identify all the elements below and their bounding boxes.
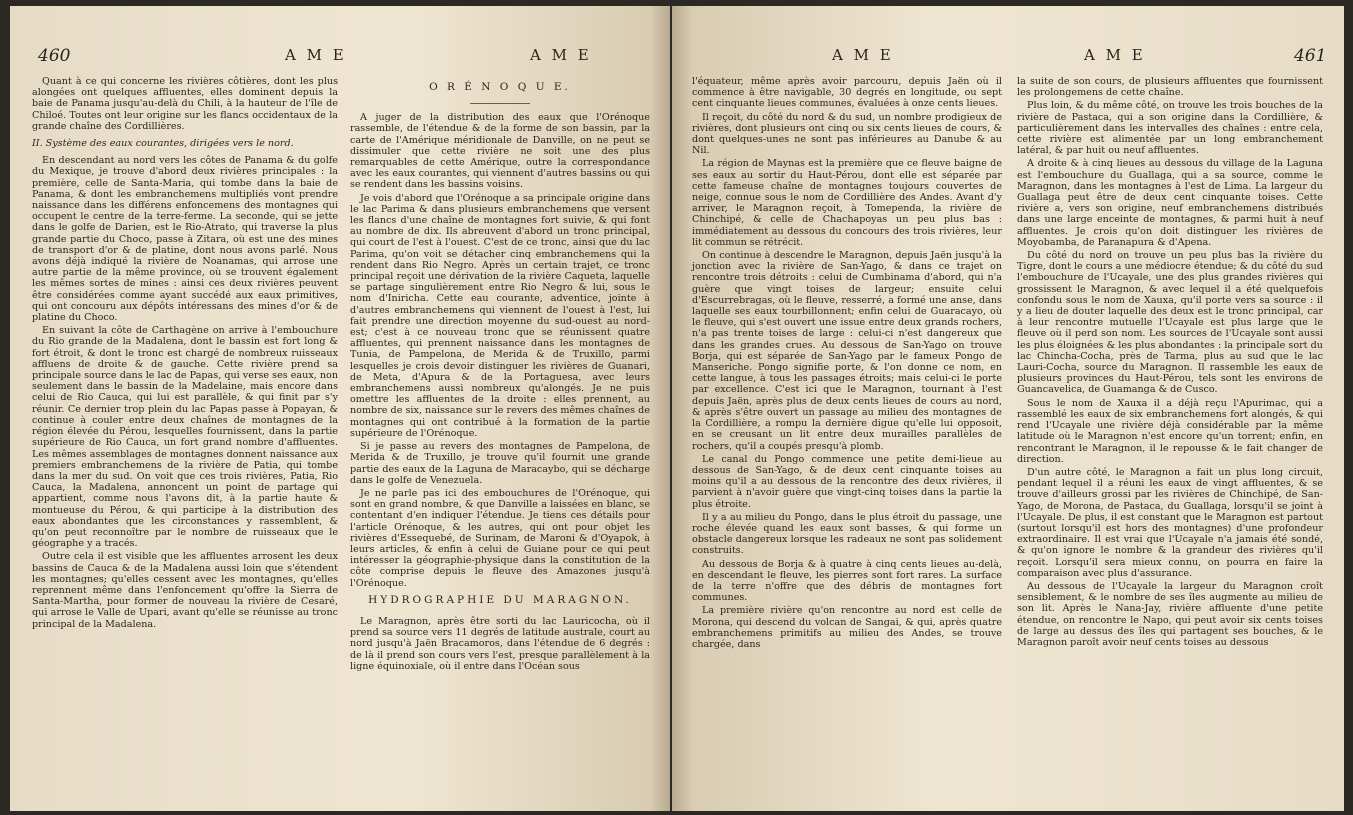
paragraph: Je vois d'abord que l'Orénoque a sa principale origine dans le lac Parima & dans plusieurs embranchemens que versent les flancs d'une chaîne de montagnes fort suivie, & qui font au nombre de dix. Ils abreuvent d'abord un tronc principal, qui court de l'est à l'ouest. C'est de ce tronc, ainsi que du lac Parima, qu'on voit se détacher cinq embranchemens qui la rendent dans Rio Negro. Après un certain trajet, ce tronc principal reçoit une dérivation de la rivière Caqueta, laquelle se partage singulièrement entre Rio Negro & lui, sous le nom d'Iniricha. Cette eau courante, adventice, jointe à d'autres embranchemens qui viennent de l'ouest à l'est, lui fait prendre une direction moyenne du sud-ouest au nord-est; c'est à ce nouveau tronc que se réunissent quatre affluentes, qui prennent naissance dans les montagnes de Tunia, de Pampelona, de Merida & de Truxillo, parmi lesquelles je crois devoir distinguer les rivières de Guanari, de Meta, d'Apura & de la Portaguesa, avec leurs embranchemens aussi nombreux qu'alongés. Je ne puis omettre les affluentes de la droite : elles prennent, au nombre de six, naissance sur le revers des mêmes chaînes de montagnes qui ont contribué à la formation de la partie supérieure de l'Orénoque. <box>350 192 650 439</box>
left-page-column-1 <box>32 76 338 632</box>
paragraph: On continue à descendre le Maragnon, depuis Jaën jusqu'à la jonction avec la rivière de San-Yago, & dans ce trajet on rencontre trois détroits : celui de Cumbinama d'abord, qui n'a guère que vingt toises de largeur; ensuite celui d'Escurrebragas, où le fleuve, resserré, a formé une anse, dans laquelle ses eaux tourbillonnent; enfin celui de Guaracayo, où le fleuve, qui s'est ouvert une issue entre deux grands rochers, n'a pas trente toises de large : celui-ci n'est dangereux que dans les grandes crues. Au dessous de San-Yago on trouve Borja, qui est séparée de San-Yago par le fameux Pongo de Manseriche. Pongo signifie porte, & l'on donne ce nom, en cette langue, à tous les passages étroits; mais celui-ci le porte par excellence. C'est ici que le Maragnon, tournant à l'est depuis Jaën, après plus de deux cents lieues de cours au nord, & après s'être ouvert un passage au milieu des montagnes de la Cordillière, a rompu la dernière digue qu'elle lui opposoit, en se creusant un lit entre deux murailles parallèles de rochers, qu'il a coupés presqu'à plomb. <box>692 250 1002 452</box>
paragraph: Au dessous de Borja & à quatre à cinq cents lieues au-delà, en descendant le fleuve, les pierres sont fort rares. La surface de la terre n'offre que des débris de montagnes fort communes. <box>692 558 1002 604</box>
paragraph: La première rivière qu'on rencontre au nord est celle de Morona, qui descend du volcan de Sangai, & qui, après quatre embranchemens primitifs au milieu des Andes, se trouve chargée, dans <box>692 605 1002 650</box>
paragraph: Au dessous de l'Ucayale la largeur du Maragnon croît sensiblement, & le nombre de ses îles augmente au milieu de son lit. Après le Nana-Jay, rivière affluente d'une petite étendue, on rencontre le Napo, qui peut avoir six cents toises de large au dessus des îles qui partagent ses bouches, & le Maragnon paroît avoir neuf cents toises au dessous <box>1017 580 1323 648</box>
paragraph: La région de Maynas est la première que ce fleuve baigne de ses eaux au sortir du Haut-Pérou, dont elle est séparée par cette fameuse chaîne de montagnes toujours couvertes de neige, connue sous le nom de Cordillière des Andes. Avant d'y arriver, le Maragnon reçoit, à Tomependa, la rivière de Chinchipé, & celle de Chachapoyas un peu plus bas : immédiatement au dessous du concours des trois rivières, leur lit commun se rétrécit. <box>692 158 1002 248</box>
paragraph: A juger de la distribution des eaux que l'Orénoque rassemble, de l'étendue & de la forme de son bassin, par la carte de l'Amérique méridionale de Danville, on ne peut se dissimuler que cette rivière ne soit une des plus remarquables de cette Amérique, outre la correspondance avec les eaux courantes, qui viennent d'autres bassins ou qui se rendent dans les bassins voisins. <box>350 112 650 191</box>
paragraph: Du côté du nord on trouve un peu plus bas la rivière du Tigre, dont le cours a une médiocre étendue; & du côté du sud l'embouchure de l'Ucayale, une des plus grandes rivières qui grossissent le Maragnon, & avec lequel il a été quelquefois confondu sous le nom de Xauxa, qu'il porte vers sa source : il y a lieu de douter laquelle des deux est le tronc principal, car à leur rencontre mutuelle l'Ucayale est plus large que le fleuve où il perd son nom. Les sources de l'Ucayale sont aussi les plus éloignées & les plus abondantes : la principale sort du lac Chincha-Cocha, près de Tarma, plus au sud que le lac Lauri-Cocha, source du Maragnon. Il rassemble les eaux de plusieurs provinces du Haut-Pérou, tels sont les environs de Guancavelica, de Guamanga & de Cusco. <box>1017 250 1323 396</box>
paragraph: Le canal du Pongo commence une petite demi-lieue au dessous de San-Yago, & de deux cent cinquante toises au moins qu'il a au dessous de la rencontre des deux rivières, il parvient à n'avoir guère que vingt-cinq toises dans la partie la plus étroite. <box>692 453 1002 510</box>
page-number-left: 460 <box>38 46 71 66</box>
paragraph: l'équateur, même après avoir parcouru, depuis Jaën où il commence à être navigable, 30 degrés en longitude, ou sept cent cinquante lieues communes, évaluées à onze cents lieues. <box>692 76 1002 110</box>
right-page-column-2 <box>1017 76 1323 650</box>
running-head-right-col2: A M E <box>1084 46 1146 64</box>
running-head-left-col1: A M E <box>285 46 347 64</box>
paragraph: Il y a au milieu du Pongo, dans le plus étroit du passage, une roche élevée quand les eaux sont basses, & qui forme un obstacle dangereux lorsque les radeaux ne sont pas solidement construits. <box>692 511 1002 557</box>
left-page <box>10 6 670 811</box>
running-head-left-col2: A M E <box>530 46 592 64</box>
paragraph: En suivant la côte de Carthagène on arrive à l'embouchure du Rio grande de la Madalena, dont le bassin est fort long & fort étroit, & dont le tronc est chargé de nombreux ruisseaux affluens de droite & de gauche. Cette rivière prend sa principale source dans le lac de Papas, qui verse ses eaux, non seulement dans le bassin de la Madelaine, mais encore dans celui de Rio Cauca, qui lui est parallèle, & qui finit par s'y réunir. Ce dernier trop plein du lac Papas passe à Popayan, & continue à couler entre deux chaînes de montagnes de la région élevée du Pérou, lesquelles fournissent, dans la partie supérieure de Rio Cauca, un fort grand nombre d'affluentes. Les mêmes assemblages de montagnes donnent naissance aux premiers embranchemens de la rivière de Patia, qui tombe dans la mer du sud. On voit que ces trois rivières, Patia, Rio Cauca, la Madalena, annoncent un point de partage qui appartient, comme nous l'avons dit, à la partie haute & montueuse du Pérou, & qui participe à la distribution des eaux abondantes que les circonstances y rassemblent, & qu'on peut reconnoître par le nombre de ruisseaux que le géographe y a tracés. <box>32 325 338 550</box>
paragraph: A droite & à cinq lieues au dessous du village de la Laguna est l'embouchure du Guallaga, qui a sa source, comme le Maragnon, dans les montagnes à l'est de Lima. La largeur du Guallaga peut être de deux cent cinquante toises. Cette rivière a, vers son origine, neuf embranchemens distribués dans une large enceinte de montagnes, & parmi huit à neuf affluentes. Je crois qu'on doit distinguer les rivières de Moyobamba, de Paranapura & d'Apena. <box>1017 158 1323 248</box>
paragraph: Le Maragnon, après être sorti du lac Lauricocha, où il prend sa source vers 11 degrés de latitude australe, court au nord jusqu'à Jaën Bracamoros, dans l'étendue de 6 degrés : de là il prend son cours vers l'est, presque parallèlement à la ligne équinoxiale, où il entre dans l'Océan sous <box>350 615 650 672</box>
paragraph: la suite de son cours, de plusieurs affluentes que fournissent les prolongemens de cette chaîne. <box>1017 76 1323 99</box>
section-title: HYDROGRAPHIE DU MARAGNON. <box>368 593 632 606</box>
paragraph: Plus loin, & du même côté, on trouve les trois bouches de la rivière de Pastaca, qui a son origine dans la Cordillière, & particulièrement dans les intervalles des chaînes : entre cela, cette rivière est alimentée par un long embranchement latéral, & par huit ou neuf affluentes. <box>1017 100 1323 157</box>
running-head-right-col1: A M E <box>832 46 894 64</box>
paragraph: D'un autre côté, le Maragnon a fait un plus long circuit, pendant lequel il a réuni les eaux de vingt affluentes, & se trouve d'ailleurs grossi par les rivières de Chinchipé, de San-Yago, de Morona, de Pastaca, du Guallaga, lorsqu'il se joint à l'Ucayale. De plus, il est constant que le Maragnon est partout (surtout lorsqu'il est hors des montagnes) d'une profondeur extraordinaire. Il est vrai que l'Ucayale n'a jamais été sondé, & qu'on ignore le nombre & la grandeur des rivières qu'il reçoit. Lorsqu'il sera mieux connu, on pourra en faire la comparaison avec plus d'assurance. <box>1017 466 1323 579</box>
paragraph: Quant à ce qui concerne les rivières côtières, dont les plus alongées ont quelques affluentes, elles dominent depuis la baie de Panama jusqu'au-delà du Chili, à la hauteur de l'île de Chiloé. Toutes ont leur origine sur les flancs occidentaux de la grande chaîne des Cordillières. <box>32 76 338 132</box>
section-heading: II. Système des eaux courantes, dirigées vers le nord. <box>32 138 294 150</box>
left-page-column-2 <box>350 76 650 674</box>
paragraph: Outre cela il est visible que les affluentes arrosent les deux bassins de Cauca & de la Madalena aussi loin que s'étendent les montagnes; qu'elles cessent avec les montagnes, qu'elles reprennent même dans l'enfoncement qu'offre la Sierra de Santa-Martha, pour former de nouveau la rivière de Cesaré, qui arrose le Valle de Upari, avant qu'elle se réunisse au tronc principal de la Madalena. <box>32 551 338 630</box>
paragraph: Sous le nom de Xauxa il a déjà reçu l'Apurimac, qui a rassemblé les eaux de six embranchemens fort alongés, & qui rend l'Ucayale une rivière déjà considérable par la même latitude où le Maragnon n'est encore qu'un torrent; enfin, en rencontrant le Maragnon, il le repousse & le fait changer de direction. <box>1017 397 1323 465</box>
right-page-column-1 <box>692 76 1002 652</box>
title-rule <box>470 103 530 104</box>
right-page <box>672 6 1344 811</box>
article-title: O R É N O Q U E. <box>429 81 571 93</box>
paragraph: Il reçoit, du côté du nord & du sud, un nombre prodigieux de rivières, dont plusieurs ont cinq ou six cents lieues de cours, & dont quelques-unes ne sont pas inférieures au Danube & au Nil. <box>692 111 1002 157</box>
page-number-right: 461 <box>1294 46 1327 66</box>
paragraph: En descendant au nord vers les côtes de Panama & du golfe du Mexique, je trouve d'abord deux rivières principales : la première, celle de Santa-Maria, qui tombe dans la baie de Panama, & dont les embranchemens multipliés vont prendre naissance dans les différens enfoncemens des montagnes qui occupent le centre de la terre-ferme. La seconde, qui se jette dans le golfe de Darien, est le Rio-Atrato, qui traverse la plus grande partie du Choco, passe à Zitara, où est une des mines de transport d'or & de platine, dont nous avons parlé. Nous avons déjà indiqué la rivière de Noanamas, qui arrose une autre partie de la même province, où se trouvent également les mêmes sortes de mines : ainsi ces deux rivières peuvent être considérées comme ayant succédé aux eaux primitives, qui ont concouru aux dépôts intéressans des mines d'or & de platine du Choco. <box>32 155 338 324</box>
paragraph: Je ne parle pas ici des embouchures de l'Orénoque, qui sont en grand nombre, & que Danville a laissées en blanc, se contentant d'en indiquer l'étendue. Je tiens ces détails pour l'article Orénoque, & les autres, qui ont pour objet les rivières d'Essequebé, de Surinam, de Maroni & d'Oyapok, à leurs articles, & enfin à celui de Guiane pour ce qui peut intéresser la géographie-physique dans la constitution de la côte comprise depuis le fleuve des Amazones jusqu'à l'Orénoque. <box>350 487 650 589</box>
paragraph: Si je passe au revers des montagnes de Pampelona, de Merida & de Truxillo, je trouve qu'il fournit une grande partie des eaux de la Laguna de Maracaybo, qui se décharge dans le golfe de Venezuela. <box>350 441 650 486</box>
